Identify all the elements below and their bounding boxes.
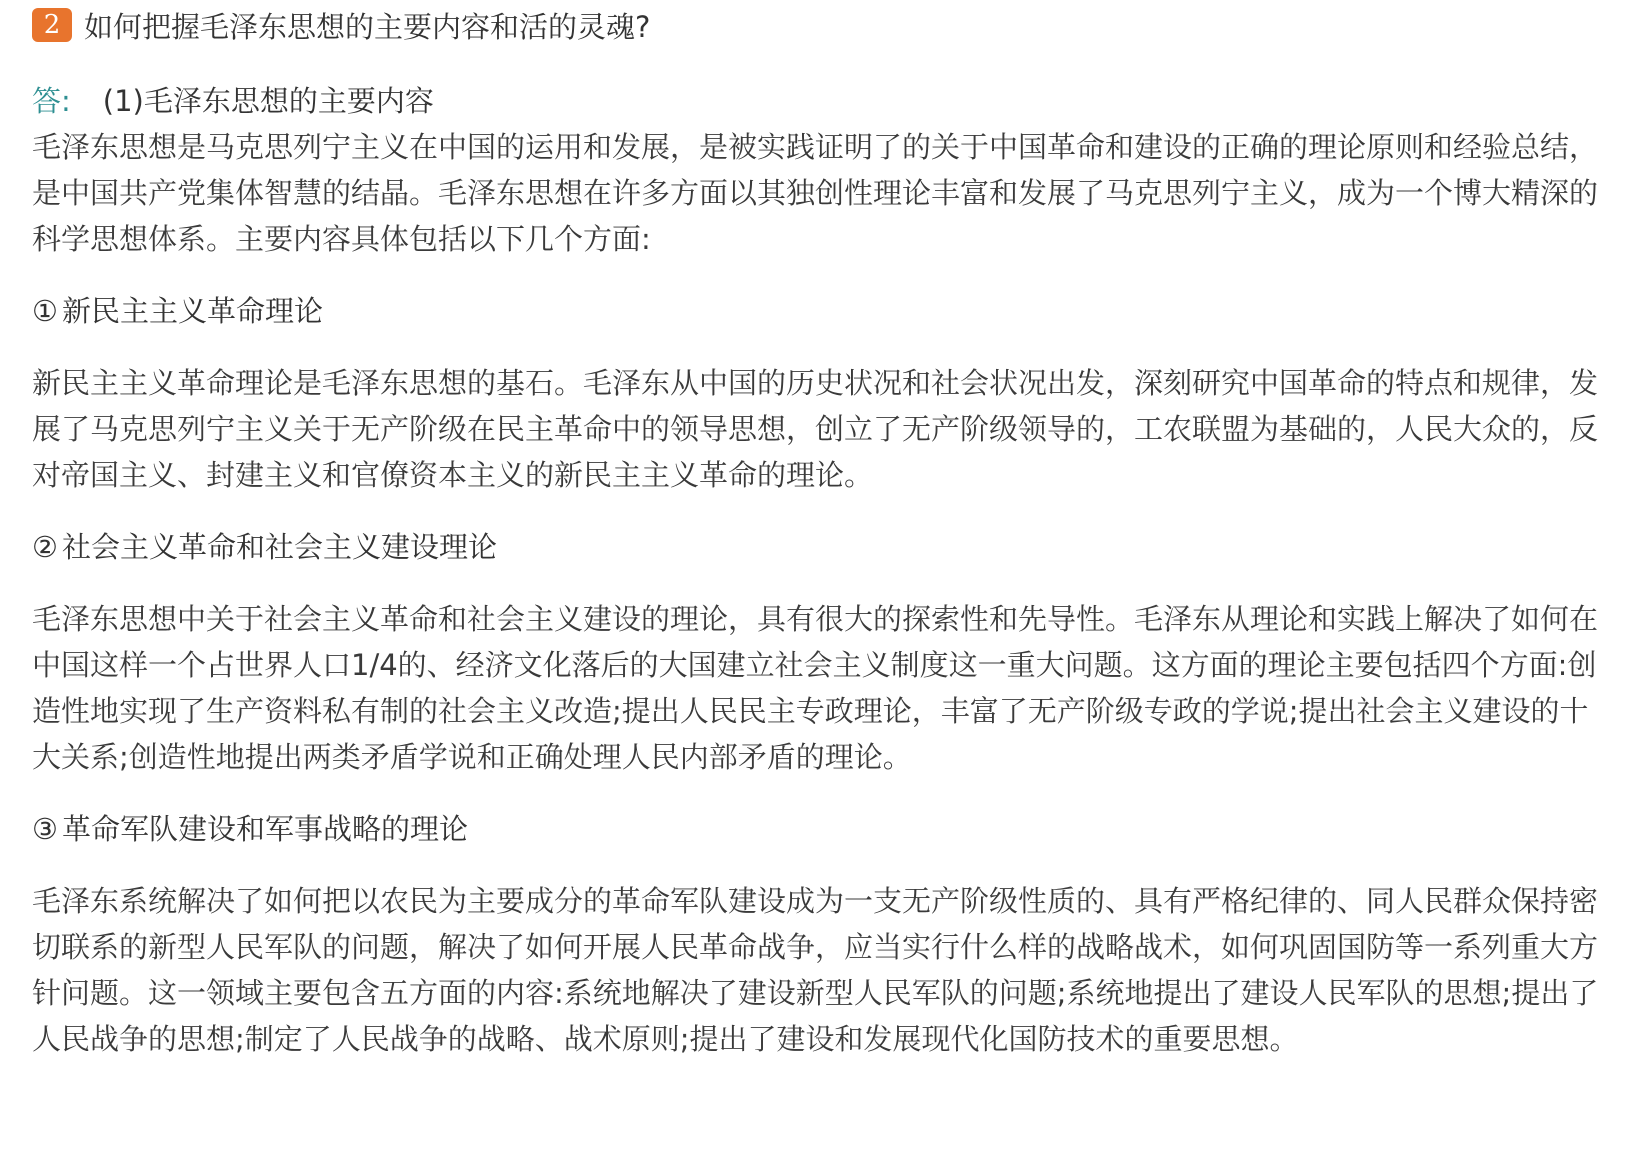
answer-label: 答:: [32, 83, 71, 118]
section-title-2: [32, 524, 1612, 570]
question-header: [32, 0, 1612, 50]
section-marker: ①: [32, 294, 58, 328]
section-marker: ②: [32, 530, 58, 564]
section-title-text: 新民主主义革命理论: [62, 294, 324, 328]
section-marker: ③: [32, 812, 58, 846]
section-title-text: 社会主义革命和社会主义建设理论: [62, 530, 498, 564]
answer-header: [32, 74, 1612, 124]
section-title-1: [32, 288, 1612, 334]
question-number-badge: 2: [32, 8, 72, 42]
question-text: 如何把握毛泽东思想的主要内容和活的灵魂?: [84, 9, 651, 44]
answer-heading: (1)毛泽东思想的主要内容: [102, 83, 434, 118]
section-title-text: 革命军队建设和军事战略的理论: [62, 812, 469, 846]
section-body-3: 毛泽东系统解决了如何把以农民为主要成分的革命军队建设成为一支无产阶级性质的、具有严格纪律的、同人民群众保持密切联系的新型人民军队的问题，解决了如何开展人民革命战争，应当实行什么样的战略战术，如何巩固国防等一系列重大方针问题。这一领域主要包含五方面的内容:系统地解决了建设新型人民军队的问题;系统地提出了建设人民军队的思想;提出了人民战争的思想;制定了人民战争的战略、战术原则;提出了建设和发展现代化国防技术的重要思想。: [32, 884, 1599, 1056]
article: [32, 0, 1612, 1062]
section-title-3: [32, 806, 1612, 852]
section-body-1: 新民主主义革命理论是毛泽东思想的基石。毛泽东从中国的历史状况和社会状况出发，深刻研究中国革命的特点和规律，发展了马克思列宁主义关于无产阶级在民主革命中的领导思想，创立了无产阶级领导的，工农联盟为基础的，人民大众的，反对帝国主义、封建主义和官僚资本主义的新民主主义革命的理论。: [32, 366, 1599, 492]
intro-paragraph: 毛泽东思想是马克思列宁主义在中国的运用和发展，是被实践证明了的关于中国革命和建设的正确的理论原则和经验总结，是中国共产党集体智慧的结晶。毛泽东思想在许多方面以其独创性理论丰富和发展了马克思列宁主义，成为一个博大精深的科学思想体系。主要内容具体包括以下几个方面:: [32, 130, 1599, 256]
section-body-2: 毛泽东思想中关于社会主义革命和社会主义建设的理论，具有很大的探索性和先导性。毛泽东从理论和实践上解决了如何在中国这样一个占世界人口1/4的、经济文化落后的大国建立社会主义制度这一重大问题。这方面的理论主要包括四个方面:创造性地实现了生产资料私有制的社会主义改造;提出人民民主专政理论，丰富了无产阶级专政的学说;提出社会主义建设的十大关系;创造性地提出两类矛盾学说和正确处理人民内部矛盾的理论。: [32, 602, 1599, 774]
